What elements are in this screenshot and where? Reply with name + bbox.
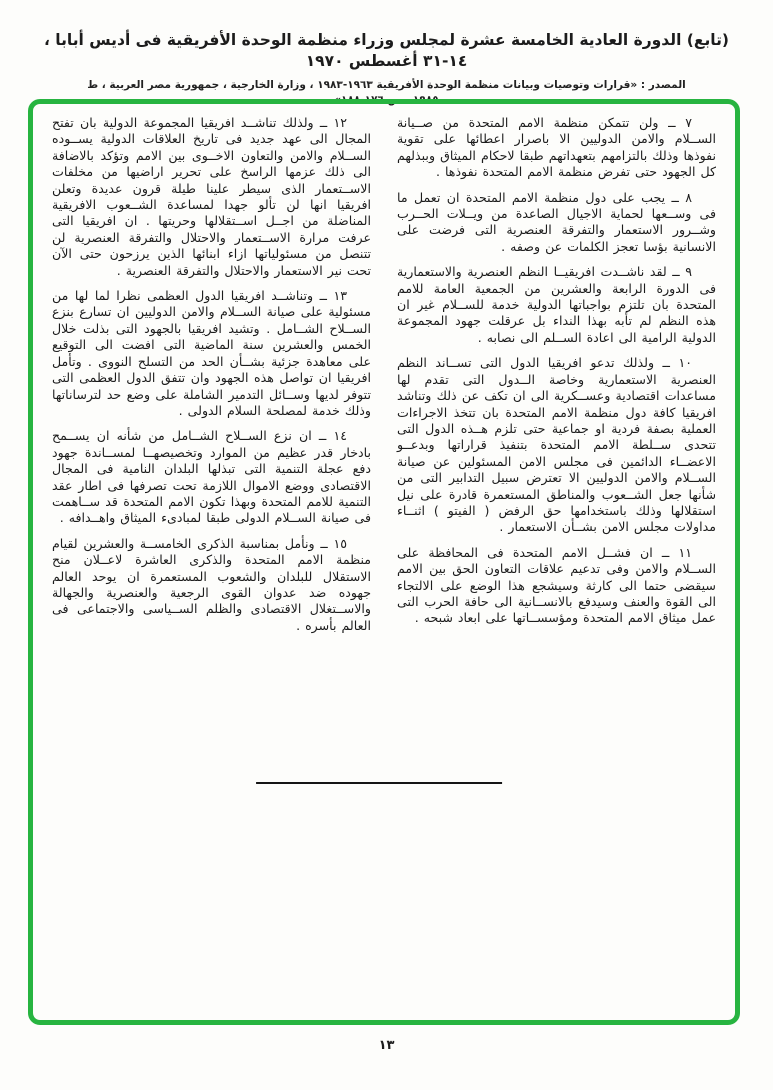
content-border-box (28, 99, 740, 1025)
paragraph-13: ١٣ ــ وتناشــد افريقيا الدول العظمى نظرا لما لها من مسئولية على صيانة الســلام والامن الدوليين ان تسارع بنزع الســلاح الشــامل . وتشيد افريقيا بالجهود التى بذلت خلال الخمس والعشرين سنة الماضية التى افضت الى التوقيع على معاهدة جزئية بشــأن الحد من التسلح النووى . وتأمل افريقيا ان تواصل هذه الجهود وان تتفق الدول العظمى التى تتوفر لديها وســائل التدمير الشاملة على وضع حد لترساناتها وذلك خدمة لمصلحة السلام الدولى . (52, 288, 371, 418)
document-source-line: المصدر : «قرارات وتوصيات وبيانات منظمة الوحدة الأفريقية ١٩٦٣-١٩٨٣ ، وزارة الخارجية ، جمهورية مصر العربية ، ط ١٩٨٥ ، ص ١٧٦-١٨٨» (87, 78, 686, 106)
paragraph-10: ١٠ ــ ولذلك تدعو افريقيا الدول التى تســاند النظم العنصرية الاستعمارية وخاصة الــدول التى تقدم لها مساعدات اقتصادية وعســكرية الى ان تكف عن ذلك وتناشد افريقيا كافة دول منظمة الامم المتحدة بان تتخذ الاجراءات العملية بصفة فردية او جماعية حتى تلزم هــذه الدول التى تتحدى ســلطة الامم المتحدة بتنفيذ قراراتها وبدعــو الاعضــاء الدائمين فى مجلس الامن المسئولين عن صيانة الســلام والامن الدوليين الا تعترض سبيل التدابير التى من شأنها جعل الشــعوب والمناطق المستعمرة قادرة على نيل استقلالها وذلك باستخدامها حق الرفض ( الفيتو ) اثنــاء مداولات مجلس الامن بشــأن الاستعمار . (397, 355, 716, 535)
paragraph-15: ١٥ ــ ونأمل بمناسبة الذكرى الخامســة والعشرين لقيام منظمة الامم المتحدة والذكرى العاشرة لاعــلان منح الاستقلال للبلدان والشعوب المستعمرة ان يوحد العالم جهوده ضد عدوان القوى الرجعية والعنصرية والجهالة والاســتغلال الاقتصادى والظلم الســياسى والاجتماعى فى العالم بأسره . (52, 535, 371, 633)
paragraph-9: ٩ ــ لقد ناشــدت افريقيــا النظم العنصرية والاستعمارية فى الدورة الرابعة والعشرين من الجمعية العامة للامم المتحدة بان تلتزم بواجباتها الدولية خدمة للســلام غير ان هذه النظم لم تأبه بهذا النداء بل عرقلت جهود المجموعة الدولية الرامية الى اعادة الســلم الى نصابه . (397, 264, 716, 345)
text-columns (33, 104, 735, 1020)
column-right (397, 115, 716, 1020)
paragraph-12: ١٢ ــ ولذلك تناشــد افريقيا المجموعة الدولية بان تفتح المجال الى عهد جديد فى تاريخ العلاقات الدولية يســوده الســلام والامن والتعاون الاخــوى بين الامم وتؤكد بالاضافة الى ذلك عزمها الراسخ على تحرير اراضيها من مخلفات الاســتعمار الذى سيطر علينا طيلة قرون عديدة وتعلن افريقيا انها لن تألو جهدا لمساعدة الشــعوب الافريقية المناضلة من اجــل اســتقلالها وحريتها . ان افريقيا التى عرفت مرارة الاســتعمار والاحتلال والتفرقة العنصرية لن تتنصل من مسئولياتها ازاء ابنائها الذين يرزحون حتى الآن تحت نير الاستعمار والاحتلال والتفرقة العنصرية . (52, 115, 371, 278)
paragraph-7: ٧ ــ ولن تتمكن منظمة الامم المتحدة من صــيانة الســلام والامن الدوليين الا باصرار اعطائها على تقوية نفوذها وذلك بالتزامهم بتعهداتهم طبقا لاحكام الميثاق وببذلهم كل الجهود حتى تفرض منظمة الامم المتحدة نفوذها . (397, 115, 716, 180)
section-divider-rule (256, 782, 502, 784)
document-header (0, 30, 773, 107)
paragraph-8: ٨ ــ يجب على دول منظمة الامم المتحدة ان تعمل ما فى وســعها لحماية الاجيال الصاعدة من ويــلات الحــرب وشــرور الاستعمار والتفرقة العنصرية التى فرضت على الانسانية بؤسا تعجز الكلمات عن وصفه . (397, 189, 716, 254)
document-header-title: (تابع) الدورة العادية الخامسة عشرة لمجلس وزراء منظمة الوحدة الأفريقية فى أديس أبابا ، ١٤-٣١ أغسطس ١٩٧٠ (43, 31, 730, 70)
page-number: ١٣ (378, 1038, 395, 1053)
paragraph-11: ١١ ــ ان فشــل الامم المتحدة فى المحافظة على الســلام والامن وفى تدعيم علاقات التعاون الحق بين الامم سيقضى حتما الى كارثة وسيشجع هذا الوضع على الالتجاء الى القوة والعنف وسيدفع بالانســانية الى حافة الحرب التى عمل ميثاق الامم المتحدة ومؤسســاتها على ابعاد شبحه . (397, 544, 716, 626)
column-left (52, 115, 371, 1020)
paragraph-14: ١٤ ــ ان نزع الســلاح الشــامل من شأنه ان يســمح بادخار قدر عظيم من الموارد وتخصيصهــا لمســاندة جهود دفع عجلة التنمية التى تبذلها البلدان النامية فى المجال الاقتصادى ووضع الاموال اللازمة تحت تصرفها فى اطار عقد التنمية للامم المتحدة وبهذا تكون الامم المتحدة قد ســاهمت فى صيانة الســلام الدولى طبقا لمبادىء الميثاق واهــدافه . (52, 428, 371, 526)
